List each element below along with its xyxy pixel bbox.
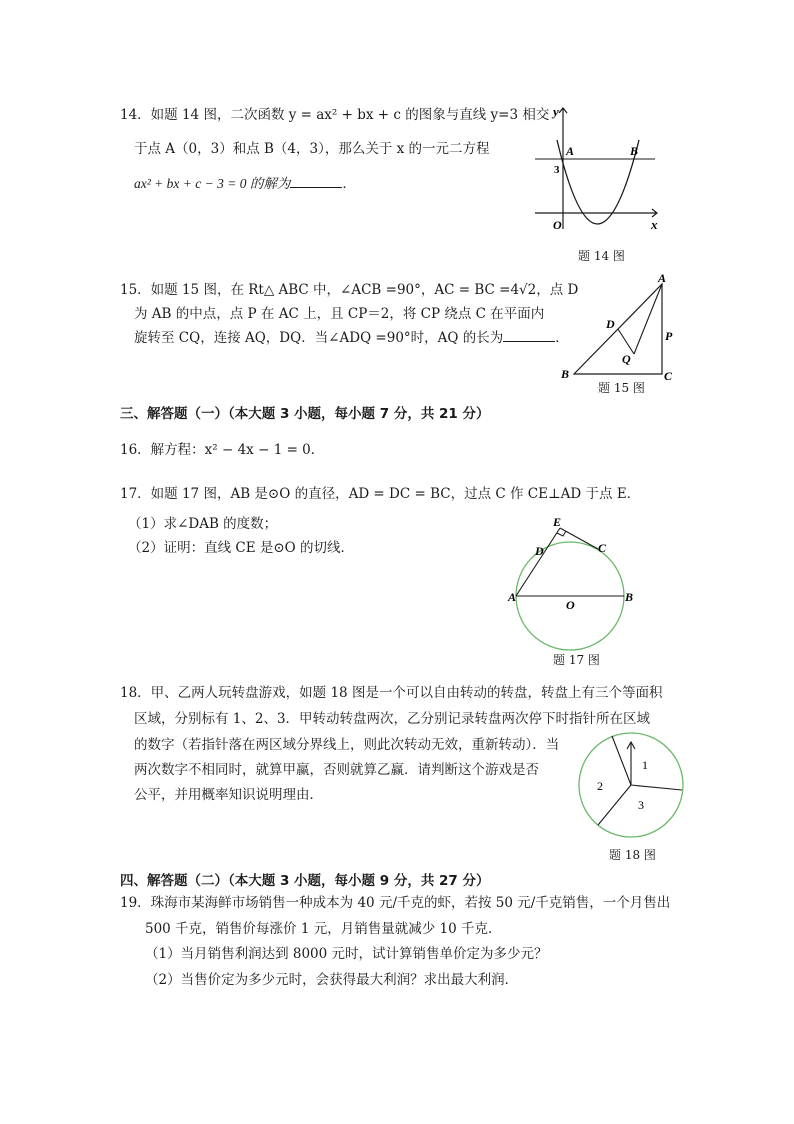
label-p: P — [665, 329, 673, 343]
right-angle-mark — [557, 531, 566, 536]
x-label: x — [651, 217, 658, 232]
label-o: O — [566, 598, 575, 612]
q15-text: 旋转至 CQ，连接 AQ，DQ．当∠ADQ =90°时，AQ 的长为 — [134, 330, 504, 346]
q15-line-2: 为 AB 的中点，点 P 在 AC 上，且 CP＝2，将 CP 绕点 C 在平面内 — [134, 306, 545, 322]
label-b: B — [561, 367, 570, 381]
q18-line-4: 两次数字不相同时，就算甲赢，否则就算乙赢．请判断这个游戏是否 — [134, 762, 539, 778]
segment-ae — [516, 528, 560, 596]
q15-line-3 — [134, 329, 569, 347]
q15-answer-blank[interactable] — [503, 329, 555, 342]
q17-line-1: 17．如题 17 图，AB 是⊙O 的直径，AD = DC = BC，过点 C 作 CE⊥AD 于点 E． — [120, 486, 641, 502]
point-b-label: B — [630, 144, 639, 158]
q17-figure-caption: 题 17 图 — [553, 653, 600, 667]
q18-line-2: 区域，分别标有 1、2、3．甲转动转盘两次，乙分别记录转盘两次停下时指针所在区域 — [134, 711, 651, 727]
q14-figure — [535, 104, 660, 234]
q15-figure — [558, 270, 678, 383]
q19-line-1: 19．珠海市某海鲜市场销售一种成本为 40 元/千克的虾，若按 50 元/千克销售，一个月售出 — [120, 895, 671, 911]
q18-line-1: 18．甲、乙两人玩转盘游戏，如题 18 图是一个可以自由转动的转盘，转盘上有三个等面积 — [120, 685, 663, 701]
q14-line-3 — [134, 175, 356, 193]
y-label: y — [553, 104, 559, 119]
q14-answer-blank[interactable] — [290, 175, 342, 188]
section-3-heading: 三、解答题（一）（本大题 3 小题，每小题 7 分，共 21 分） — [120, 406, 490, 422]
label-a: A — [658, 271, 667, 285]
label-d: D — [535, 544, 544, 558]
q17-figure — [508, 515, 638, 650]
q17-part-2: （2）证明：直线 CE 是⊙O 的切线． — [128, 540, 355, 556]
tick-3-label: 3 — [554, 164, 560, 176]
label-a: A — [508, 590, 517, 604]
q14-line-1: 14．如题 14 图，二次函数 y = ax² + bx + c 的图象与直线 y=3 相交 — [120, 107, 550, 123]
segment-dq — [618, 329, 634, 354]
q18-spinner-figure — [576, 733, 686, 839]
q19-line-2: 500 千克，销售价每涨价 1 元，月销售量就减少 10 千克． — [145, 921, 502, 937]
q15-figure-caption: 题 15 图 — [598, 381, 645, 395]
label-c: C — [664, 369, 673, 383]
point-a-label: A — [566, 144, 575, 158]
q14-equation: ax² + bx + c − 3 = 0 的解为 — [134, 176, 291, 191]
label-d: D — [606, 317, 615, 331]
region-2-label: 2 — [597, 779, 603, 793]
q19-part-2: （2）当售价定为多少元时，会获得最大利润？求出最大利润． — [145, 972, 519, 988]
q18-line-3: 的数字（若指针落在两区域分界线上，则此次转动无效，重新转动）．当 — [134, 737, 560, 753]
q19-part-1: （1）当月销售利润达到 8000 元时，试计算销售单价定为多少元？ — [145, 946, 548, 962]
q18-line-5: 公平，并用概率知识说明理由． — [134, 787, 323, 803]
q15-line-1: 15．如题 15 图，在 Rt△ ABC 中，∠ACB =90°，AC = BC =4√2，点 D — [120, 282, 579, 298]
origin-label: O — [553, 218, 562, 232]
q17-part-1: （1）求∠DAB 的度数； — [128, 516, 278, 532]
segment-aq — [634, 284, 662, 354]
label-c: C — [598, 541, 607, 555]
section-4-heading: 四、解答题（二）（本大题 3 小题，每小题 9 分，共 27 分） — [120, 873, 490, 889]
q16-line: 16．解方程：x² − 4x − 1 = 0． — [120, 442, 325, 458]
q15-period: ． — [555, 330, 569, 346]
label-e: E — [553, 515, 562, 529]
label-b: B — [625, 590, 634, 604]
q14-line-2: 于点 A（0，3）和点 B（4，3），那么关于 x 的一元二方程 — [134, 141, 490, 157]
q18-figure-caption: 题 18 图 — [609, 848, 656, 862]
q14-period: ． — [342, 176, 356, 192]
region-3-label: 3 — [638, 798, 644, 812]
q14-figure-caption: 题 14 图 — [578, 249, 625, 263]
label-q: Q — [622, 352, 631, 366]
region-1-label: 1 — [642, 758, 648, 772]
